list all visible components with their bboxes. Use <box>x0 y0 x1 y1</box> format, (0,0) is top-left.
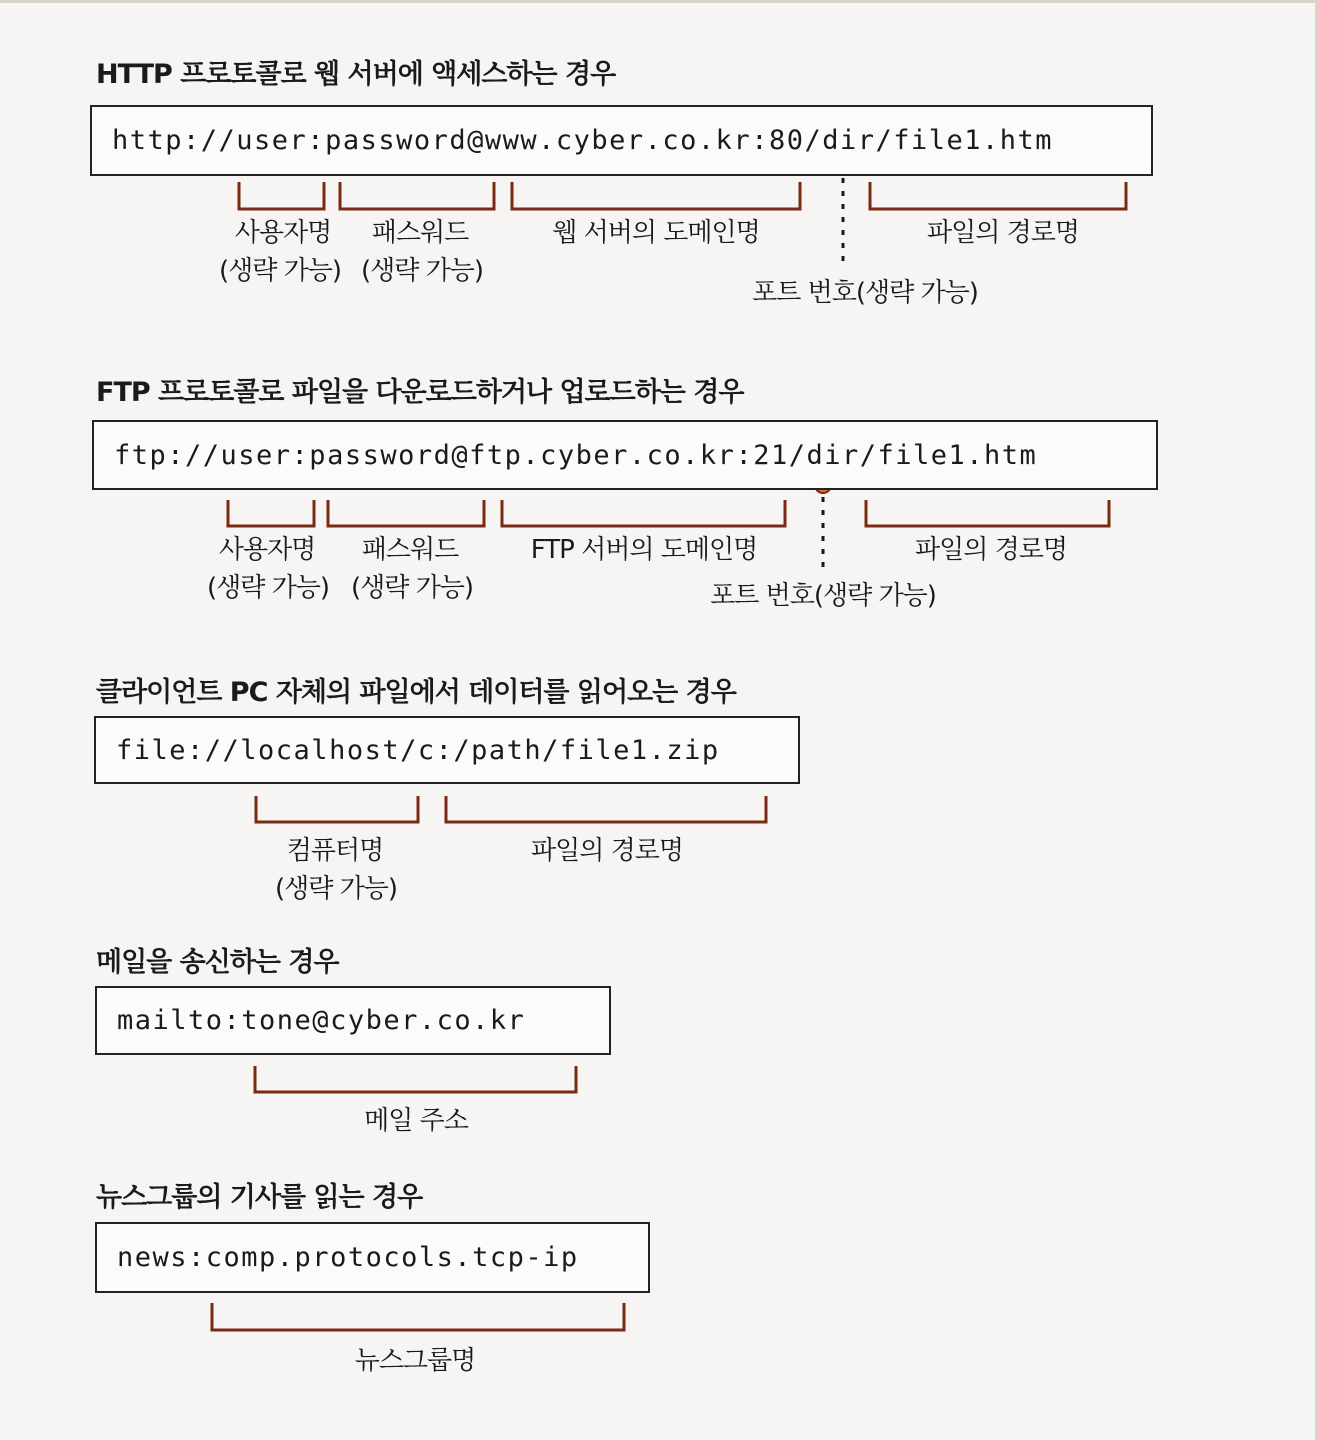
ftp-domain-label: FTP 서버의 도메인명 <box>530 535 758 565</box>
ftp-path-label: 파일의 경로명 <box>915 535 1067 565</box>
mail-url-box: mailto:tone@cyber.co.kr <box>95 986 611 1055</box>
ftp-password-optional: (생략 가능) <box>350 573 474 603</box>
http-heading: HTTP 프로토콜로 웹 서버에 액세스하는 경우 <box>96 59 616 90</box>
http-user-optional: (생략 가능) <box>218 256 342 286</box>
file-url-box: file://localhost/c:/path/file1.zip <box>94 716 800 784</box>
news-heading: 뉴스그룹의 기사를 읽는 경우 <box>96 1182 423 1213</box>
ftp-path-bracket <box>866 500 1109 526</box>
http-user-bracket <box>239 182 324 209</box>
http-password-optional: (생략 가능) <box>360 256 484 286</box>
ftp-user-bracket <box>228 500 314 526</box>
ftp-user-optional: (생략 가능) <box>206 573 330 603</box>
news-group-label: 뉴스그룹명 <box>354 1346 476 1376</box>
mail-heading: 메일을 송신하는 경우 <box>96 947 339 978</box>
ftp-port-label: 포트 번호(생략 가능) <box>710 581 936 611</box>
news-group-bracket <box>212 1303 624 1330</box>
ftp-domain-bracket <box>502 500 785 526</box>
file-heading: 클라이언트 PC 자체의 파일에서 데이터를 읽어오는 경우 <box>96 677 736 708</box>
file-path-bracket <box>446 796 766 822</box>
ftp-heading: FTP 프로토콜로 파일을 다운로드하거나 업로드하는 경우 <box>96 377 744 408</box>
http-port-label: 포트 번호(생략 가능) <box>752 278 978 308</box>
file-computer-label: 컴퓨터명 <box>286 836 384 866</box>
news-url-box: news:comp.protocols.tcp-ip <box>95 1222 650 1293</box>
http-password-bracket <box>340 182 494 209</box>
http-url-box: http://user:password@www.cyber.co.kr:80/dir/file1.htm <box>90 105 1153 176</box>
http-path-bracket <box>870 182 1126 209</box>
mail-address-bracket <box>255 1066 576 1092</box>
http-path-label: 파일의 경로명 <box>927 218 1079 248</box>
mail-address-label: 메일 주소 <box>364 1106 468 1136</box>
file-path-label: 파일의 경로명 <box>531 836 683 866</box>
ftp-password-label: 패스워드 <box>361 535 459 565</box>
http-domain-bracket <box>512 182 800 209</box>
file-computer-optional: (생략 가능) <box>274 874 398 904</box>
http-user-label: 사용자명 <box>234 218 332 248</box>
ftp-user-label: 사용자명 <box>218 535 316 565</box>
ftp-url-box: ftp://user:password@ftp.cyber.co.kr:21/dir/file1.htm <box>92 420 1158 490</box>
file-computer-bracket <box>256 796 418 822</box>
ftp-password-bracket <box>328 500 484 526</box>
http-domain-label: 웹 서버의 도메인명 <box>552 218 760 248</box>
http-password-label: 패스워드 <box>371 218 469 248</box>
